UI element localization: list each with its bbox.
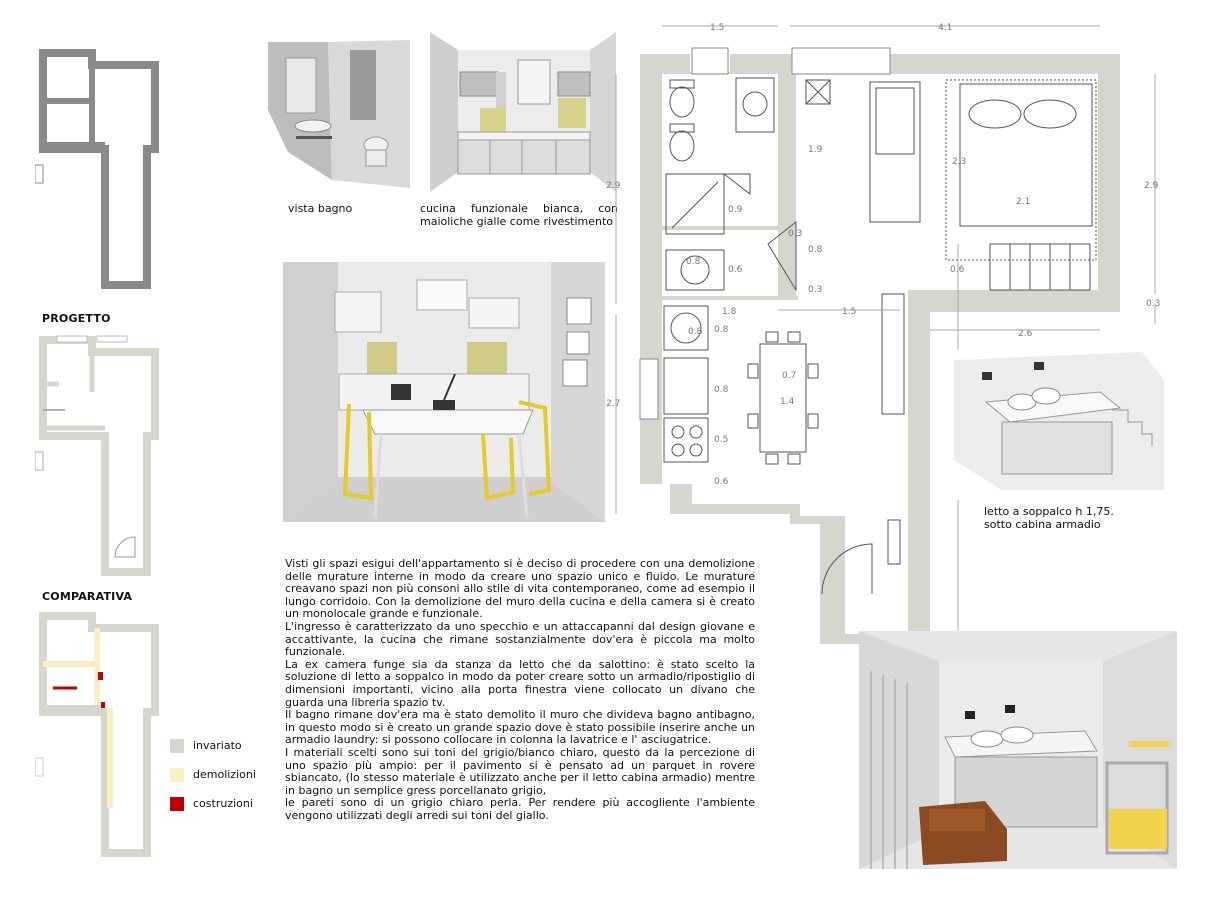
dim-kit-c: 0.5 [714,435,729,445]
comparative-plan [35,608,170,863]
dim-right-upper: 2.9 [1144,181,1159,191]
legend-swatch-costruzioni [170,797,184,811]
dim-kit-b: 0.8 [714,385,729,395]
kitchen-caption: cucina funzionale bianca, con maioliche gialle come rivestimento [420,202,618,228]
dim-left-upper: 2.9 [606,181,621,191]
dim-bath-c: 0.6 [728,265,743,275]
kitchen-dining-render [283,262,605,522]
dim-bath-g: 0.6 [950,265,965,275]
dim-mid-left: 1.8 [722,307,737,317]
legend-label-demolizioni: demolizioni [193,768,256,781]
dim-kit-d: 0.6 [714,477,729,487]
progetto-heading: PROGETTO [42,312,111,325]
dim-top-right: 4.1 [938,23,953,33]
dim-top-left: 1.5 [710,23,725,33]
dim-bath-e: 0.8 [686,257,701,267]
legend-label-costruzioni: costruzioni [193,797,253,810]
loft-render [952,350,1167,500]
dim-table-w: 0.7 [782,371,797,381]
dim-bath-f: 0.3 [808,285,823,295]
dim-bath-b: 0.8 [808,245,823,255]
loft-caption-line1: letto a soppalco h 1,75. [984,505,1114,518]
legend-swatch-invariato [170,739,184,753]
dim-left-lower: 2.7 [606,399,621,409]
kitchen-render [430,32,616,192]
dim-bath-tall: 1.9 [808,145,823,155]
legend-label-invariato: invariato [193,739,242,752]
dim-mid-right: 1.5 [842,307,857,317]
dim-table-l: 1.4 [780,397,795,407]
dim-bath-a: 0.9 [728,205,743,215]
dim-kit-a: 0.8 [714,325,729,335]
dim-bed-width: 2.1 [1016,197,1031,207]
dim-right-small: 0.3 [1146,299,1161,309]
project-plan [35,332,170,582]
outer-walls [640,54,1120,644]
existing-plan [35,45,170,295]
dim-bath-d: 0.3 [788,229,803,239]
bathroom-caption: vista bagno [288,202,353,215]
bathroom-render [268,40,410,188]
floor-plan [600,14,1205,664]
loft-caption-line2: sotto cabina armadio [984,518,1101,531]
comparativa-heading: COMPARATIVA [42,590,133,603]
project-description: Visti gli spazi esigui dell'appartamento si è deciso di procedere con una demolizione delle murature interne in modo da creare uno spazio unico e fluido. Le murature creavano spazi non più consoni allo stile di vita contemporaneo, come ad esempio il lungo corridoio. Con la demolizione del muro della cucina e della camera si è creato un monolocale grande e funzionale. L'ingresso è caratterizzato da uno specchio e un attaccapanni dal design giovane e accattivante, la cucina che rimane sostanzialmente dov'era è piccola ma molto funzionale. La ex camera funge sia da stanza da letto che da salottino: è stato scelto la soluzione di letto a soppalco in modo da poter creare sotto un armadio/ripostiglio di dimensioni importanti, vicino alla porta finestra viene collocato un divano che guarda una libreria spazio tv. Il bagno rimane dov'era ma è stato demolito il muro che divideva bagno antibagno, in questo modo si è creato un grande spazio dove è stato possibile inserire anche un armadio laundry: si possono collocare in colonna la lavatrice e l' asciugatrice. I materiali scelti sono sui toni del grigio/bianco chiaro, questo da la percezione di uno spazio più ampio: per il pavimento si è pensato ad un parquet in rovere sbiancato, (lo stesso materiale è utilizzato anche per il letto cabina armadio) mentre in bagno un semplice gress porcellanato grigio, le pareti sono di un grigio chiaro perla. Per rendere più accogliente l'ambiente vengono utilizzati degli arredi sui toni del giallo. [285,557,755,822]
living-room-render [859,631,1177,869]
dim-bed-depth: 2.3 [952,157,967,167]
dim-door-small: 0.8 [688,327,703,337]
dim-wing-width: 2.6 [1018,329,1033,339]
legend-swatch-demolizioni [170,768,184,782]
